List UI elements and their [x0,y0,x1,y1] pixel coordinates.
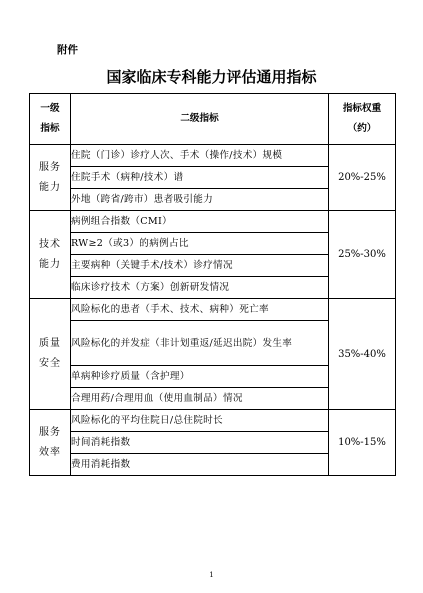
weight-value: 25%-30% [329,211,396,299]
header-level1-line1: 一级 [40,103,60,114]
page-number: 1 [209,571,214,579]
indicator-item: 时间消耗指数 [71,432,329,454]
weight-value: 35%-40% [329,299,396,410]
category-line2: 安全 [39,358,61,369]
category-line2: 能力 [39,181,61,193]
indicator-item: 外地（跨省/跨市）患者吸引能力 [71,189,329,211]
category-line1: 服务 [39,161,61,173]
header-weight-line1: 指标权重 [342,103,382,114]
category-service-capacity [30,145,71,211]
header-level2: 二级指标 [71,94,329,145]
header-level1-line2: 指标 [40,123,60,134]
header-level1 [30,94,71,145]
indicator-item: 费用消耗指数 [71,454,329,476]
table-row [30,410,396,432]
attachment-label: 附件 [57,44,78,56]
indicator-item: 风险标化的并发症（非计划重返/延迟出院）发生率 [71,321,329,366]
category-technical-capacity [30,211,71,299]
table-row [30,299,396,321]
category-line2: 能力 [39,258,61,270]
category-line1: 技术 [39,238,61,250]
indicator-item: 住院手术（病种/技术）谱 [71,167,329,189]
indicator-item: 病例组合指数（CMI） [71,211,329,233]
weight-value: 20%-25% [329,145,396,211]
category-line2: 效率 [39,446,61,458]
category-service-efficiency [30,410,71,476]
indicator-item: 临床诊疗技术（方案）创新研发情况 [71,277,329,299]
document-title: 国家临床专科能力评估通用指标 [106,68,317,86]
category-line1: 服务 [39,426,61,438]
header-weight-line2: （约） [347,123,377,134]
indicator-item: 单病种诊疗质量（含护理） [71,366,329,388]
indicator-item: RW≥2（或3）的病例占比 [71,233,329,255]
category-quality-safety [30,299,71,410]
header-weight [329,94,396,145]
indicator-table [29,93,396,476]
indicator-item: 风险标化的平均住院日/总住院时长 [71,410,329,432]
weight-value: 10%-15% [329,410,396,476]
indicator-item: 合理用药/合理用血（使用血制品）情况 [71,388,329,410]
table-row [30,211,396,233]
indicator-item: 风险标化的患者（手术、技术、病种）死亡率 [71,299,329,321]
table-row [30,145,396,167]
table-header-row [30,94,396,145]
indicator-item: 主要病种（关键手术/技术）诊疗情况 [71,255,329,277]
indicator-item: 住院（门诊）诊疗人次、手术（操作/技术）规模 [71,145,329,167]
category-line1: 质量 [39,338,61,349]
